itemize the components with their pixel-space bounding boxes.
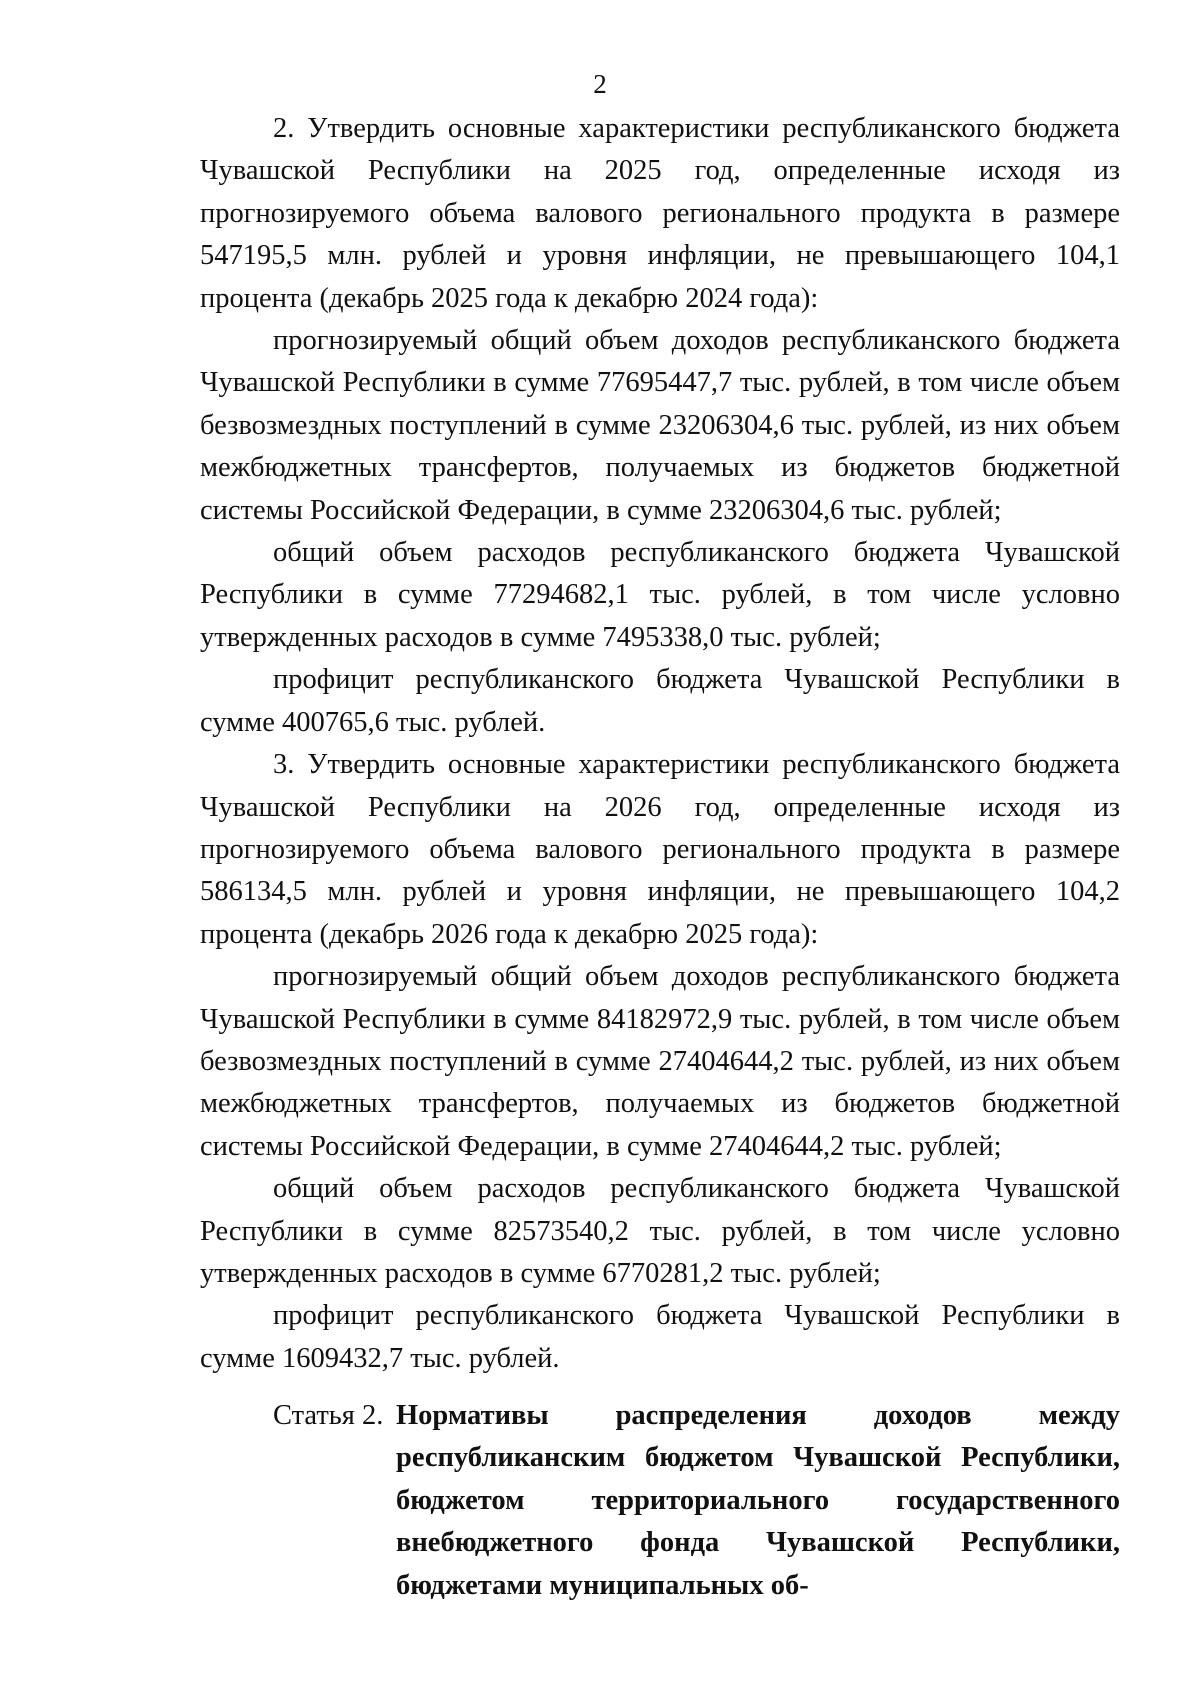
- paragraph-expenses-2025: общий объем расходов республиканского бюджета Чувашской Республики в сумме 77294682,1 тыс. рублей, в том числе условно утвержденных расходов в сумме 7495338,0 тыс. рублей;: [200, 537, 1120, 653]
- document-body: [200, 108, 1120, 1380]
- article-label: Статья 2.: [273, 1400, 384, 1431]
- paragraph-item-2-2025: 2. Утвердить основные характеристики республиканского бюджета Чувашской Республики на 2025 год, определенные исходя из прогнозируемого объема валового регионального продукта в размере 547195,5 млн. рублей и уровня инфляции, не превышающего 104,1 процента (декабрь 2025 года к декабрю 2024 года):: [200, 113, 1120, 314]
- paragraph-expenses-2026: общий объем расходов республиканского бюджета Чувашской Республики в сумме 82573540,2 тыс. рублей, в том числе условно утвержденных расходов в сумме 6770281,2 тыс. рублей;: [200, 1173, 1120, 1289]
- paragraph-item-3-2026: 3. Утвердить основные характеристики республиканского бюджета Чувашской Республики на 2026 год, определенные исходя из прогнозируемого объема валового регионального продукта в размере 586134,5 млн. рублей и уровня инфляции, не превышающего 104,2 процента (декабрь 2026 года к декабрю 2025 года):: [200, 749, 1120, 950]
- paragraph-revenues-2026: прогнозируемый общий объем доходов республиканского бюджета Чувашской Республики в сумме 84182972,9 тыс. рублей, в том числе объем безвозмездных поступлений в сумме 27404644,2 тыс. рублей, из них объем межбюджетных трансфертов, получаемых из бюджетов бюджетной системы Российской Федерации, в сумме 27404644,2 тыс. рублей;: [200, 961, 1120, 1162]
- paragraph-surplus-2025: профицит республиканского бюджета Чувашской Республики в сумме 400765,6 тыс. рублей.: [200, 664, 1120, 738]
- article-heading: [273, 1395, 1120, 1607]
- paragraph-revenues-2025: прогнозируемый общий объем доходов республиканского бюджета Чувашской Республики в сумме 77695447,7 тыс. рублей, в том числе объем безвозмездных поступлений в сумме 23206304,6 тыс. рублей, из них объем межбюджетных трансфертов, получаемых из бюджетов бюджетной системы Российской Федерации, в сумме 23206304,6 тыс. рублей;: [200, 325, 1120, 526]
- paragraph-surplus-2026: профицит республиканского бюджета Чувашской Республики в сумме 1609432,7 тыс. рублей.: [200, 1300, 1120, 1374]
- page-number: 2: [593, 69, 607, 99]
- article-title: Нормативы распределения доходов между республиканским бюджетом Чувашской Республики, бюджетом территориального государственного внебюджетного фонда Чувашской Республики, бюджетами муниципальных об-: [396, 1400, 1120, 1601]
